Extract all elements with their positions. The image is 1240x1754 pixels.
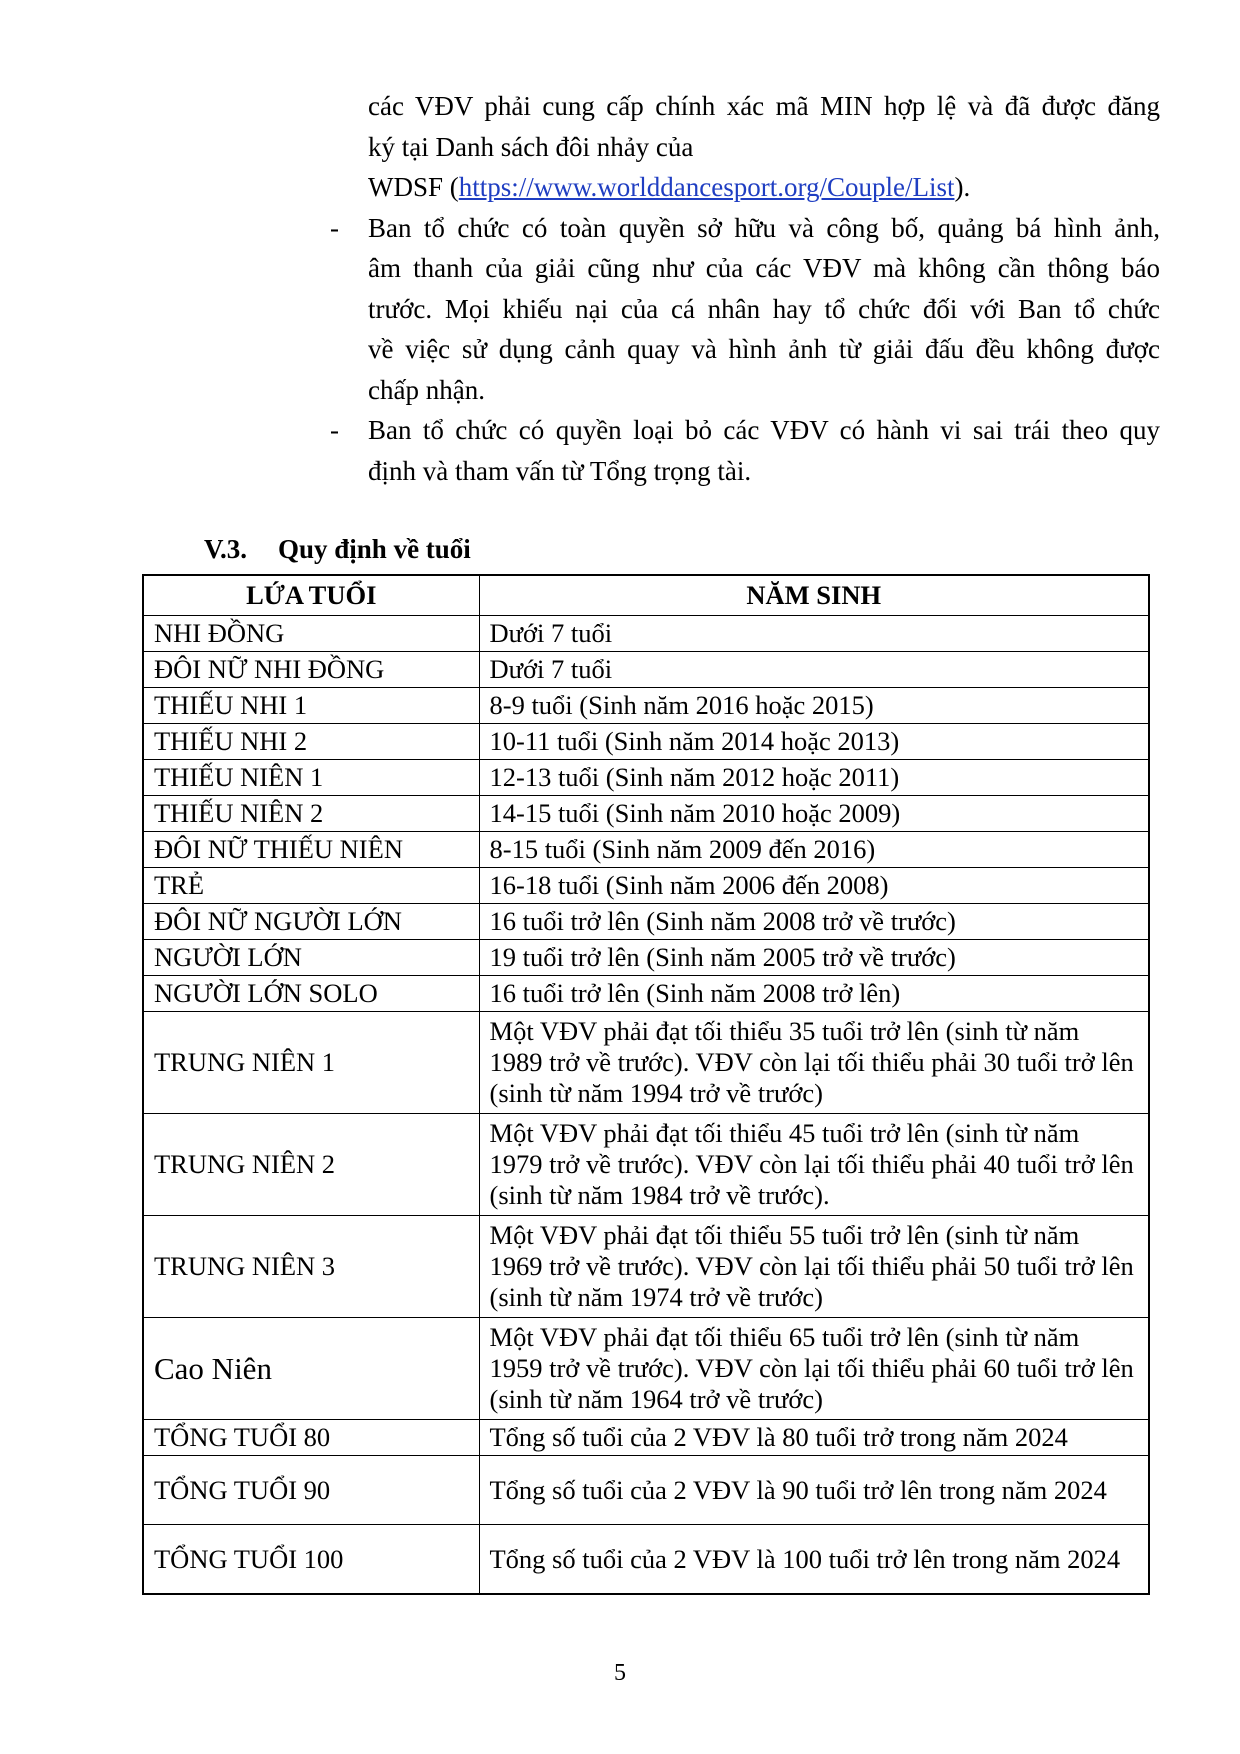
link-prefix: WDSF ( (368, 172, 459, 202)
table-header-row (143, 575, 1149, 616)
bullet-line: về việc sử dụng cảnh quay và hình ảnh từ giải đấu đều không được (368, 334, 1160, 364)
birth-year-cell: Dưới 7 tuổi (479, 616, 1149, 652)
birth-year-cell: Dưới 7 tuổi (479, 652, 1149, 688)
birth-year-cell: Một VĐV phải đạt tối thiểu 45 tuổi trở lên (sinh từ năm 1979 trở về trước). VĐV còn lại tối thiểu phải 40 tuổi trở lên (sinh từ năm 1984 trở về trước). (479, 1114, 1149, 1216)
age-group-cell: TRUNG NIÊN 1 (143, 1012, 479, 1114)
column-header-birth-year: NĂM SINH (479, 575, 1149, 616)
age-group-cell: THIẾU NHI 1 (143, 688, 479, 724)
birth-year-cell: 16-18 tuổi (Sinh năm 2006 đến 2008) (479, 868, 1149, 904)
paragraph-line: các VĐV phải cung cấp chính xác mã MIN hợp lệ và đã được đăng (368, 91, 1160, 121)
age-group-cell: THIẾU NHI 2 (143, 724, 479, 760)
age-group-cell: TỔNG TUỔI 90 (143, 1456, 479, 1525)
birth-year-cell: Một VĐV phải đạt tối thiểu 35 tuổi trở lên (sinh từ năm 1989 trở về trước). VĐV còn lại tối thiểu phải 30 tuổi trở lên (sinh từ năm 1994 trở về trước) (479, 1012, 1149, 1114)
table-row (143, 940, 1149, 976)
paragraph-line: ký tại Danh sách đôi nhảy của (368, 131, 694, 162)
age-group-cell: ĐÔI NỮ NGƯỜI LỚN (143, 904, 479, 940)
wdsf-couple-list-link[interactable]: https://www.worlddancesport.org/Couple/List (458, 172, 955, 202)
birth-year-cell: 12-13 tuổi (Sinh năm 2012 hoặc 2011) (479, 760, 1149, 796)
age-group-cell: NGƯỜI LỚN SOLO (143, 976, 479, 1012)
section-title: Quy định về tuổi (278, 534, 471, 564)
birth-year-cell: 19 tuổi trở lên (Sinh năm 2005 trở về trước) (479, 940, 1149, 976)
section-number: V.3. (204, 534, 248, 564)
age-group-cell: TRUNG NIÊN 2 (143, 1114, 479, 1216)
table-row (143, 1012, 1149, 1114)
bullet-line: trước. Mọi khiếu nại của cá nhân hay tổ chức đối với Ban tổ chức (368, 293, 1160, 324)
table-row (143, 1318, 1149, 1420)
age-group-cell: TRẺ (143, 868, 479, 904)
bullet-dash: - (330, 212, 339, 243)
table-row (143, 796, 1149, 832)
bullet-dash: - (330, 415, 339, 445)
bullet-line: Ban tổ chức có quyền loại bỏ các VĐV có hành vi sai trái theo quy (368, 415, 1160, 445)
birth-year-cell: 16 tuổi trở lên (Sinh năm 2008 trở lên) (479, 976, 1149, 1012)
table-row (143, 904, 1149, 940)
table-row (143, 1456, 1149, 1525)
bullet-line: Ban tổ chức có toàn quyền sở hữu và công bố, quảng bá hình ảnh, (368, 212, 1160, 243)
birth-year-cell: 10-11 tuổi (Sinh năm 2014 hoặc 2013) (479, 724, 1149, 760)
age-group-cell: NGƯỜI LỚN (143, 940, 479, 976)
age-regulation-table (142, 574, 1150, 1595)
birth-year-cell: 16 tuổi trở lên (Sinh năm 2008 trở về trước) (479, 904, 1149, 940)
table-row (143, 688, 1149, 724)
table-row (143, 724, 1149, 760)
column-header-age-group: LỨA TUỔI (143, 575, 479, 616)
birth-year-cell: 14-15 tuổi (Sinh năm 2010 hoặc 2009) (479, 796, 1149, 832)
regulation-text (330, 86, 1160, 491)
age-group-cell: ĐÔI NỮ NHI ĐỒNG (143, 652, 479, 688)
age-group-cell: Cao Niên (143, 1318, 479, 1420)
paragraph-line-with-link (368, 167, 1160, 208)
age-group-cell: ĐÔI NỮ THIẾU NIÊN (143, 832, 479, 868)
birth-year-cell: 8-9 tuổi (Sinh năm 2016 hoặc 2015) (479, 688, 1149, 724)
page-number: 5 (614, 1660, 626, 1686)
table-row (143, 868, 1149, 904)
age-group-cell: THIẾU NIÊN 1 (143, 760, 479, 796)
age-group-cell: TRUNG NIÊN 3 (143, 1216, 479, 1318)
link-suffix: ). (954, 172, 971, 202)
table-row (143, 832, 1149, 868)
table-row (143, 616, 1149, 652)
birth-year-cell: 8-15 tuổi (Sinh năm 2009 đến 2016) (479, 832, 1149, 868)
birth-year-cell: Tổng số tuổi của 2 VĐV là 100 tuổi trở lên trong năm 2024 (479, 1525, 1149, 1595)
section-heading (204, 534, 471, 565)
birth-year-cell: Tổng số tuổi của 2 VĐV là 80 tuổi trở trong năm 2024 (479, 1420, 1149, 1456)
age-group-cell: TỔNG TUỔI 100 (143, 1525, 479, 1595)
table-row (143, 652, 1149, 688)
birth-year-cell: Một VĐV phải đạt tối thiểu 65 tuổi trở lên (sinh từ năm 1959 trở về trước). VĐV còn lại tối thiểu phải 60 tuổi trở lên (sinh từ năm 1964 trở về trước) (479, 1318, 1149, 1420)
table-row (143, 1114, 1149, 1216)
age-group-cell: THIẾU NIÊN 2 (143, 796, 479, 832)
birth-year-cell: Tổng số tuổi của 2 VĐV là 90 tuổi trở lên trong năm 2024 (479, 1456, 1149, 1525)
birth-year-cell: Một VĐV phải đạt tối thiểu 55 tuổi trở lên (sinh từ năm 1969 trở về trước). VĐV còn lại tối thiểu phải 50 tuổi trở lên (sinh từ năm 1974 trở về trước) (479, 1216, 1149, 1318)
bullet-line: chấp nhận. (368, 374, 485, 405)
age-group-cell: TỔNG TUỔI 80 (143, 1420, 479, 1456)
table-row (143, 1216, 1149, 1318)
table-row (143, 976, 1149, 1012)
bullet-line: âm thanh của giải cũng như của các VĐV mà không cần thông báo (368, 253, 1160, 283)
table-row (143, 1525, 1149, 1595)
bullet-item (330, 208, 1160, 411)
bullet-line: định và tham vấn từ Tổng trọng tài. (368, 455, 752, 486)
bullet-item (330, 410, 1160, 491)
table-row (143, 760, 1149, 796)
table-row (143, 1420, 1149, 1456)
age-group-cell: NHI ĐỒNG (143, 616, 479, 652)
